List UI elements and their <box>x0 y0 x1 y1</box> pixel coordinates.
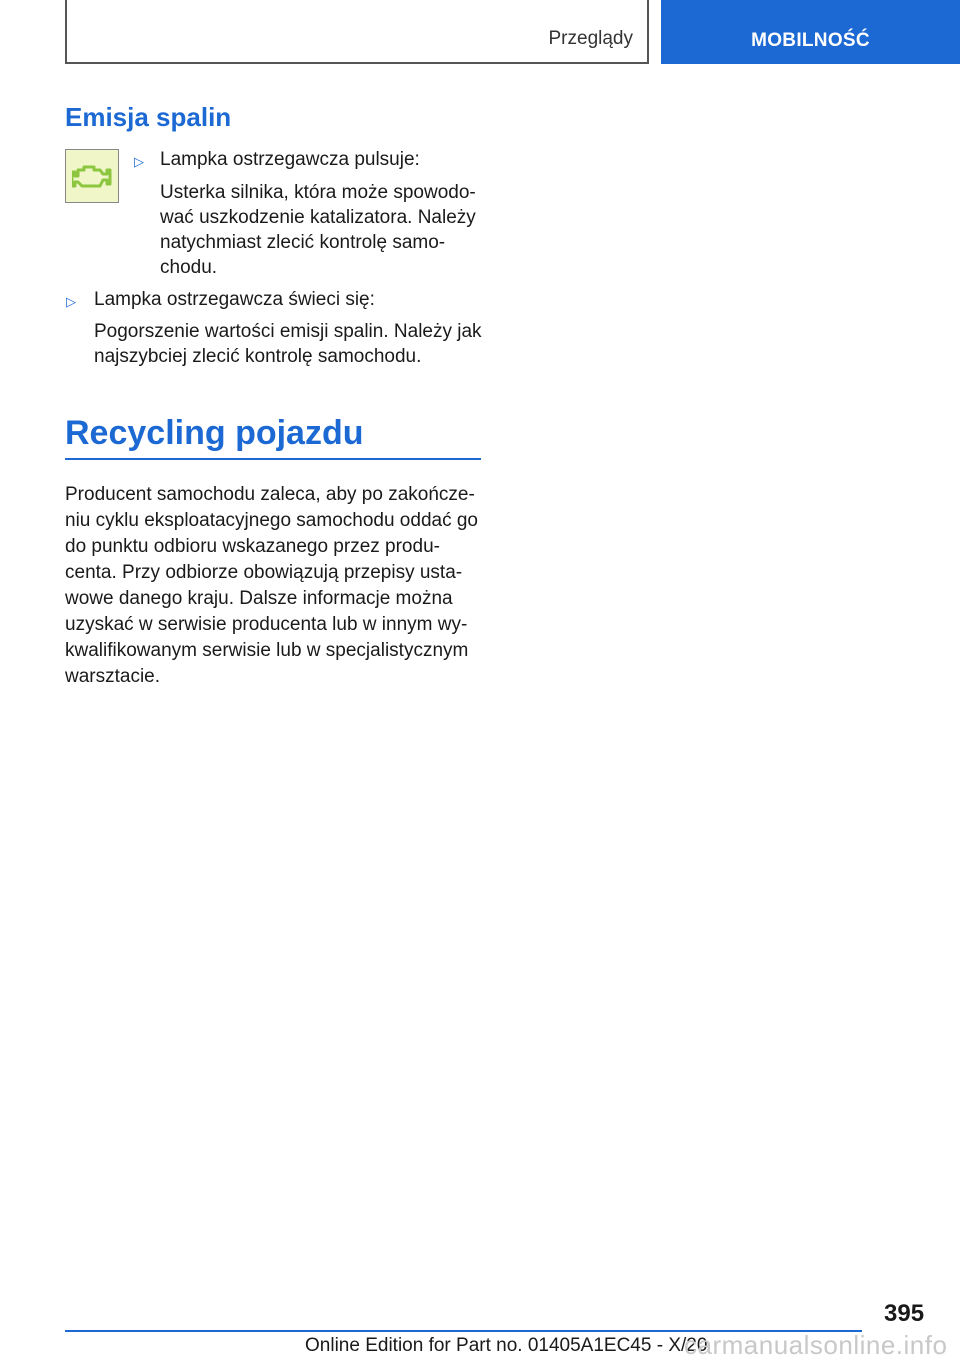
paragraph-line: wowe danego kraju. Dalsze informacje można <box>65 588 453 609</box>
paragraph-line: Producent samochodu zaleca, aby po zakończe- <box>65 484 475 505</box>
watermark-text: carmanualsonline.info <box>684 1330 948 1360</box>
item-text-line: najszybciej zlecić kontrolę samochodu. <box>94 346 422 367</box>
page-number: 395 <box>884 1300 925 1327</box>
header-section-title: Przeglądy <box>548 28 633 49</box>
section-heading-emission: Emisja spalin <box>65 102 232 132</box>
item-label: Lampka ostrzegawcza świeci się: <box>94 289 375 310</box>
paragraph-line: kwalifikowanym serwisie lub w specjalistycznym <box>65 640 469 661</box>
header-chapter-tab[interactable]: MOBILNOŚĆ <box>661 0 960 64</box>
item-text-line: chodu. <box>160 257 218 278</box>
heading-divider <box>65 458 481 460</box>
paragraph-line: warsztacie. <box>65 666 161 687</box>
recycling-paragraph <box>65 482 485 690</box>
paragraph-line: niu cyklu eksploatacyjnego samochodu oddać go <box>65 510 478 531</box>
item-text-line: wać uszkodzenie katalizatora. Należy <box>160 207 476 228</box>
item-text-line: natychmiast zlecić kontrolę samo- <box>160 232 446 253</box>
section-heading-recycling: Recycling pojazdu <box>65 414 364 452</box>
bullet-icon: ▷ <box>66 294 76 309</box>
footer-edition-text: Online Edition for Part no. 01405A1EC45 - X/20 <box>305 1335 708 1356</box>
bullet-icon: ▷ <box>134 154 144 169</box>
warning-lamp-box <box>65 149 119 203</box>
paragraph-line: do punktu odbioru wskazanego przez produ- <box>65 536 440 557</box>
header-frame <box>65 0 649 64</box>
item-text-line: Usterka silnika, która może spowodo- <box>160 182 476 203</box>
item-label: Lampka ostrzegawcza pulsuje: <box>160 149 420 170</box>
paragraph-line: uzyskać w serwisie producenta lub w innym wy- <box>65 614 468 635</box>
paragraph-line: centa. Przy odbiorze obowiązują przepisy usta- <box>65 562 463 583</box>
item-text-line: Pogorszenie wartości emisji spalin. Należy jak <box>94 321 482 342</box>
check-engine-icon <box>72 162 112 190</box>
